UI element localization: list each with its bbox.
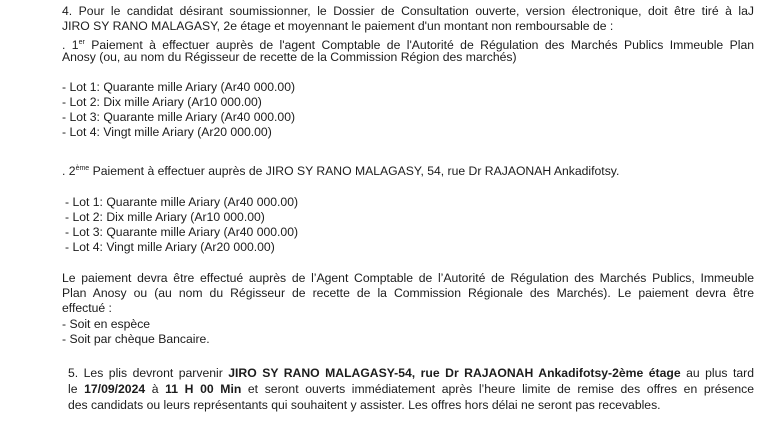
deadline-date: 17/09/2024 bbox=[84, 382, 146, 396]
section4-line1: 4. Pour le candidat désirant soumissionner, le Dossier de Consultation ouverte, version électronique, doit être tiré à laJ bbox=[62, 4, 754, 18]
payment1-line: . 1er Paiement à effectuer auprès de l'agent Comptable de l'Autorité de Régulation des Marchés Publics Immeuble Plan bbox=[62, 38, 754, 52]
list-item: - Lot 1: Quarante mille Ariary (Ar40 000.00) bbox=[65, 195, 299, 209]
payment1-cont: Anosy (ou, au nom du Régisseur de recette de la Commission Région des marchés) bbox=[62, 50, 517, 64]
list-item: - Lot 4: Vingt mille Ariary (Ar20 000.00) bbox=[62, 125, 272, 139]
list-item: - Lot 3: Quarante mille Ariary (Ar40 000.00) bbox=[65, 225, 299, 239]
section5-line1: 5. Les plis devront parvenir JIRO SY RANO MALAGASY-54, rue Dr RAJAONAH Ankadifotsy-2ème étage au plus tard bbox=[68, 366, 755, 380]
section4-line2: JIRO SY RANO MALAGASY, 2e étage et moyennant le paiement d'un montant non remboursable de : bbox=[62, 19, 614, 33]
list-item: - Lot 2: Dix mille Ariary (Ar10 000.00) bbox=[62, 95, 262, 109]
payment-paragraph-line3: effectué : bbox=[62, 301, 112, 315]
deadline-time: 11 H 00 Min bbox=[165, 382, 242, 396]
payment1-superscript: er bbox=[78, 39, 85, 46]
section5-line3: des candidats ou leurs représentants qui souhaitent y assister. Les offres hors délai ne seront pas recevables. bbox=[68, 398, 661, 412]
list-item: - Lot 4: Vingt mille Ariary (Ar20 000.00) bbox=[65, 240, 275, 254]
payment2-line: . 2ème Paiement à effectuer auprès de JIRO SY RANO MALAGASY, 54, rue Dr RAJAONAH Ankadifotsy. bbox=[62, 164, 620, 178]
list-item: - Soit en espèce bbox=[62, 317, 151, 331]
list-item: - Lot 2: Dix mille Ariary (Ar10 000.00) bbox=[65, 210, 265, 224]
list-item: - Lot 3: Quarante mille Ariary (Ar40 000.00) bbox=[62, 110, 296, 124]
section5-line2: le 17/09/2024 à 11 H 00 Min et seront ouverts immédiatement après l’heure limite de remise des offres en présence bbox=[68, 382, 754, 396]
list-item: - Soit par chèque Bancaire. bbox=[62, 332, 210, 346]
payment-paragraph-line1: Le paiement devra être effectué auprès de l’Agent Comptable de l’Autorité de Régulation des Marchés Publics, Immeuble bbox=[62, 271, 754, 285]
payment2-superscript: ème bbox=[75, 165, 90, 172]
deadline-address: JIRO SY RANO MALAGASY-54, rue Dr RAJAONAH Ankadifotsy-2ème étage bbox=[228, 366, 681, 380]
list-item: - Lot 1: Quarante mille Ariary (Ar40 000.00) bbox=[62, 80, 296, 94]
payment-paragraph-line2: Plan Anosy ou (au nom du Régisseur de recette de la Commission Régionale des Marchés). Le paiement devra être bbox=[62, 286, 754, 300]
